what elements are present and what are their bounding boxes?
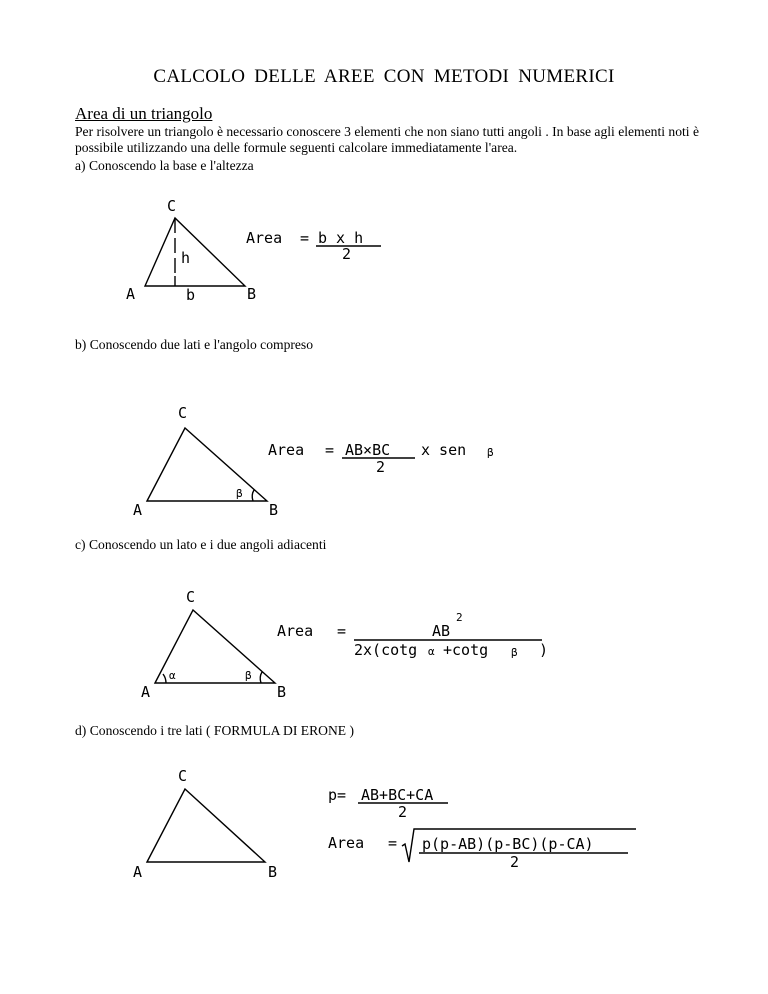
vertex-c-a: C bbox=[167, 197, 177, 215]
formula-c-numerator: AB bbox=[432, 622, 451, 640]
formula-b-numerator: AB×BC bbox=[345, 441, 391, 459]
formula-d-lhs: Area bbox=[328, 834, 365, 852]
triangle-d-diagram bbox=[133, 767, 277, 881]
formula-a-denominator: 2 bbox=[342, 245, 352, 263]
vertex-a-c: A bbox=[141, 683, 151, 701]
formula-b bbox=[268, 441, 494, 476]
angle-beta-arc-c bbox=[260, 672, 262, 683]
formula-d-semiperimeter bbox=[328, 786, 448, 821]
formula-c-alpha: α bbox=[428, 645, 435, 658]
formula-c-exponent: 2 bbox=[456, 611, 463, 624]
vertex-c-d: C bbox=[178, 767, 188, 785]
formula-d-denominator: 2 bbox=[510, 853, 520, 871]
p-formula-numerator: AB+BC+CA bbox=[361, 786, 434, 804]
vertex-c-c: C bbox=[186, 588, 196, 606]
intro-paragraph: Per risolvere un triangolo è necessario conoscere 3 elementi che non siano tutti angoli . In base agli elementi noti è possibile utilizzando una delle formule seguenti calcolare immediatamente l'area. bbox=[75, 124, 699, 155]
vertex-b-a: B bbox=[247, 285, 257, 303]
triangle-b-diagram bbox=[133, 404, 278, 519]
section-heading: Area di un triangolo bbox=[75, 104, 213, 123]
formula-d-heron bbox=[328, 829, 636, 871]
formula-b-denominator: 2 bbox=[376, 458, 386, 476]
formula-b-tail: x sen bbox=[421, 441, 467, 459]
formula-c-beta: β bbox=[511, 646, 518, 659]
formula-c bbox=[277, 611, 548, 659]
formula-a-lhs: Area bbox=[246, 229, 283, 247]
base-label: b bbox=[186, 286, 196, 304]
formula-b-lhs: Area bbox=[268, 441, 305, 459]
formula-c-eq: = bbox=[337, 622, 347, 640]
vertex-b-d: B bbox=[268, 863, 278, 881]
formula-b-beta: β bbox=[487, 446, 494, 459]
vertex-b-b: B bbox=[269, 501, 279, 519]
beta-mark-c: β bbox=[245, 669, 252, 682]
triangle-b bbox=[147, 428, 267, 501]
alpha-mark: α bbox=[169, 669, 176, 682]
formula-b-eq: = bbox=[325, 441, 335, 459]
angle-beta-arc-b bbox=[252, 490, 254, 501]
vertex-a-d: A bbox=[133, 863, 143, 881]
formula-a-eq: = bbox=[300, 229, 310, 247]
beta-mark-b: β bbox=[236, 487, 243, 500]
angle-alpha-arc bbox=[163, 674, 166, 683]
section-b-label: b) Conoscendo due lati e l'angolo compreso bbox=[75, 337, 314, 352]
section-a-label: a) Conoscendo la base e l'altezza bbox=[75, 158, 254, 173]
formula-d-eq: = bbox=[388, 834, 398, 852]
p-formula-denominator: 2 bbox=[398, 803, 408, 821]
vertex-a-b: A bbox=[133, 501, 143, 519]
section-d-label: d) Conoscendo i tre lati ( FORMULA DI ERONE ) bbox=[75, 723, 355, 738]
vertex-c-b: C bbox=[178, 404, 188, 422]
formula-a bbox=[246, 229, 381, 263]
height-label: h bbox=[181, 249, 191, 267]
vertex-a-a: A bbox=[126, 285, 136, 303]
vertex-b-c: B bbox=[277, 683, 287, 701]
triangle-a-diagram bbox=[126, 197, 256, 304]
formula-c-den2: +cotg bbox=[443, 641, 489, 659]
triangle-c-diagram bbox=[141, 588, 286, 701]
formula-c-den1: 2x(cotg bbox=[354, 641, 418, 659]
page-title: CALCOLO DELLE AREE CON METODI NUMERICI bbox=[153, 66, 615, 87]
formula-d-numerator: p(p-AB)(p-BC)(p-CA) bbox=[422, 835, 594, 853]
triangle-d bbox=[147, 789, 265, 862]
formula-a-numerator: b x h bbox=[318, 229, 364, 247]
p-formula-lhs: p= bbox=[328, 786, 347, 804]
triangle-a bbox=[145, 218, 245, 286]
formula-c-den3: ) bbox=[539, 641, 549, 659]
section-c-label: c) Conoscendo un lato e i due angoli adiacenti bbox=[75, 537, 327, 552]
formula-c-lhs: Area bbox=[277, 622, 314, 640]
